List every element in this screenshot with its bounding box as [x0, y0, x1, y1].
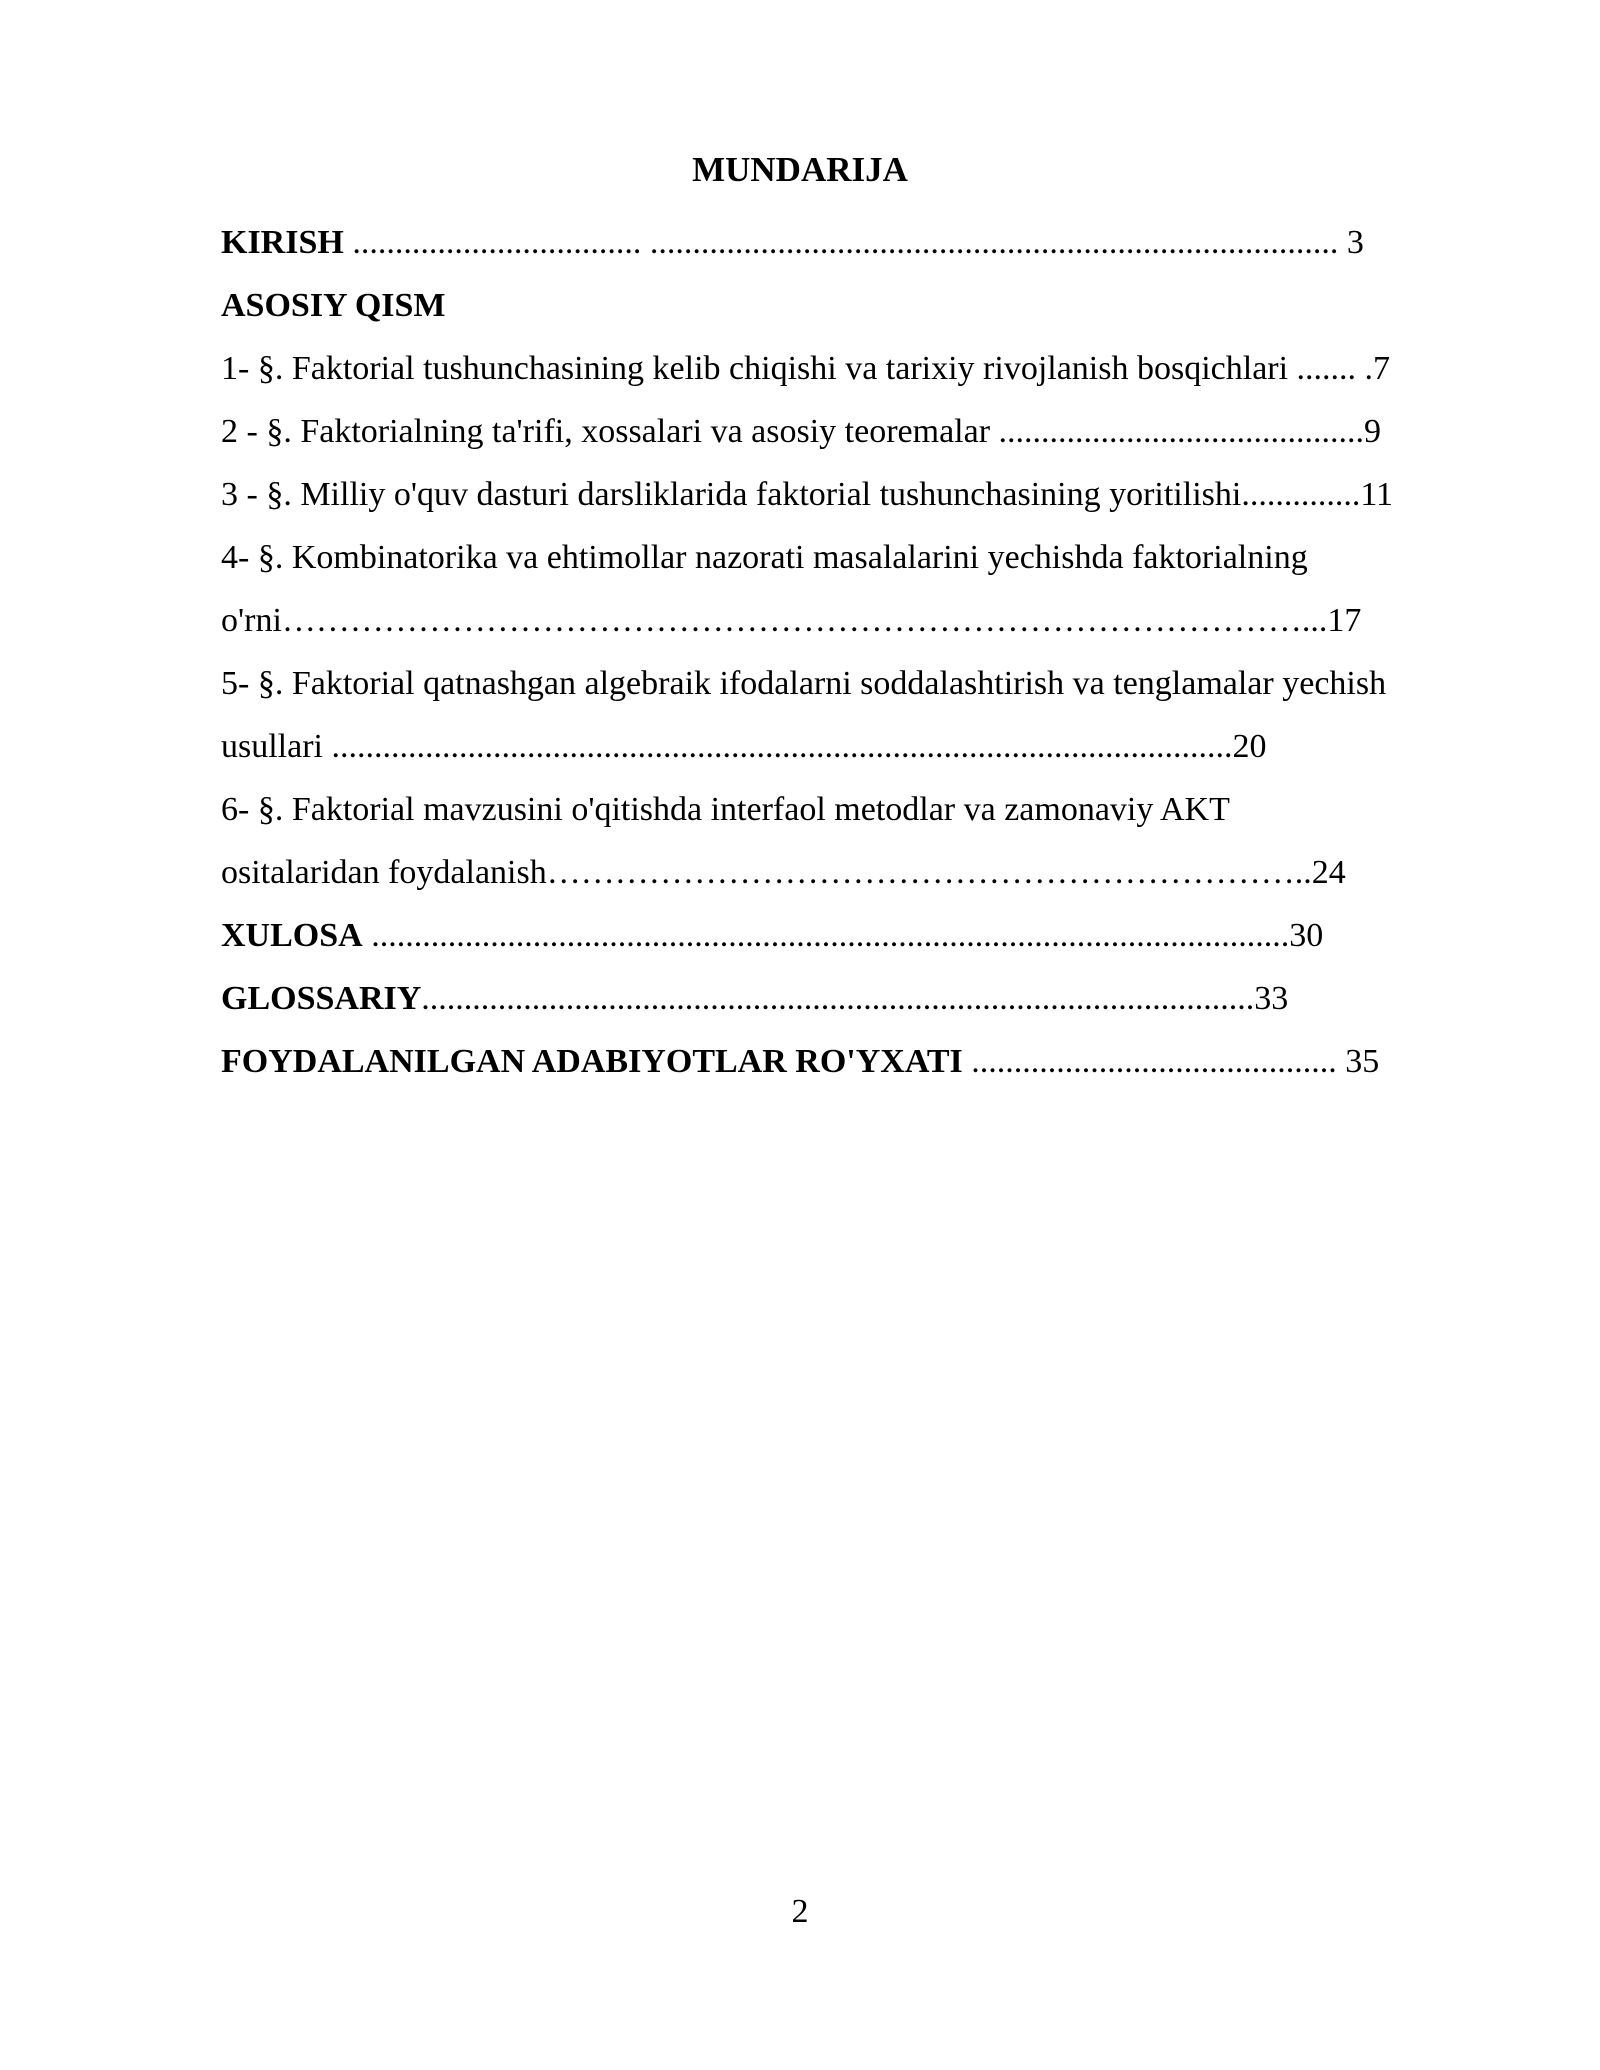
toc-entry-xulosa	[221, 904, 1481, 967]
page-number: 2	[791, 1893, 809, 1930]
toc-leader: .................................. ................................................................................. 3	[343, 224, 1364, 261]
page-title: MUNDARIJA	[692, 150, 908, 189]
toc-entry-label: 2 - §. Faktorialning ta'rifi, xossalari va asosiy teoremalar ...........................................9	[221, 413, 1382, 450]
toc-entry-label: usullari ..........................................................................................................20	[221, 728, 1267, 765]
table-of-contents	[221, 211, 1481, 1093]
toc-leader: ........................................... 35	[962, 1043, 1380, 1080]
toc-entry-section-6-cont	[221, 841, 1481, 904]
toc-entry-adabiyotlar	[221, 1030, 1481, 1093]
toc-entry-label: XULOSA	[221, 917, 363, 954]
toc-entry-section-1	[221, 337, 1481, 400]
toc-entry-label: ASOSIY QISM	[221, 287, 446, 324]
toc-entry-label: GLOSSARIY	[221, 980, 422, 1017]
toc-entry-section-4-cont	[221, 589, 1481, 652]
toc-entry-section-3	[221, 463, 1481, 526]
toc-entry-glossariy	[221, 967, 1481, 1030]
toc-entry-section-4	[221, 526, 1481, 589]
toc-entry-label: 6- §. Faktorial mavzusini o'qitishda interfaol metodlar va zamonaviy AKT	[221, 791, 1230, 828]
toc-entry-label: ositalaridan foydalanish…………………………………………………………..24	[221, 854, 1346, 891]
toc-entry-section-5-cont	[221, 715, 1481, 778]
toc-entry-label: o'rni………………………………………………………………………………...17	[221, 602, 1362, 639]
toc-entry-label: 4- §. Kombinatorika va ehtimollar nazorati masalalarini yechishda faktorialning	[221, 539, 1308, 576]
toc-entry-asosiy-qism	[221, 274, 1481, 337]
toc-leader: ............................................................................................................30	[362, 917, 1324, 954]
toc-entry-label: FOYDALANILGAN ADABIYOTLAR RO'YXATI	[221, 1043, 963, 1080]
toc-leader: ..................................................................................................33	[421, 980, 1289, 1017]
toc-entry-label: 1- §. Faktorial tushunchasining kelib chiqishi va tarixiy rivojlanish bosqichlari ....... .7	[221, 350, 1391, 387]
toc-entry-section-5	[221, 652, 1481, 715]
toc-entry-section-6	[221, 778, 1481, 841]
toc-entry-label: KIRISH	[221, 224, 344, 261]
toc-entry-kirish	[221, 211, 1481, 274]
toc-entry-label: 3 - §. Milliy o'quv dasturi darsliklarida faktorial tushunchasining yoritilishi..............11	[221, 476, 1394, 513]
toc-entry-label: 5- §. Faktorial qatnashgan algebraik ifodalarni soddalashtirish va tenglamalar yechish	[221, 665, 1387, 702]
toc-entry-section-2	[221, 400, 1481, 463]
